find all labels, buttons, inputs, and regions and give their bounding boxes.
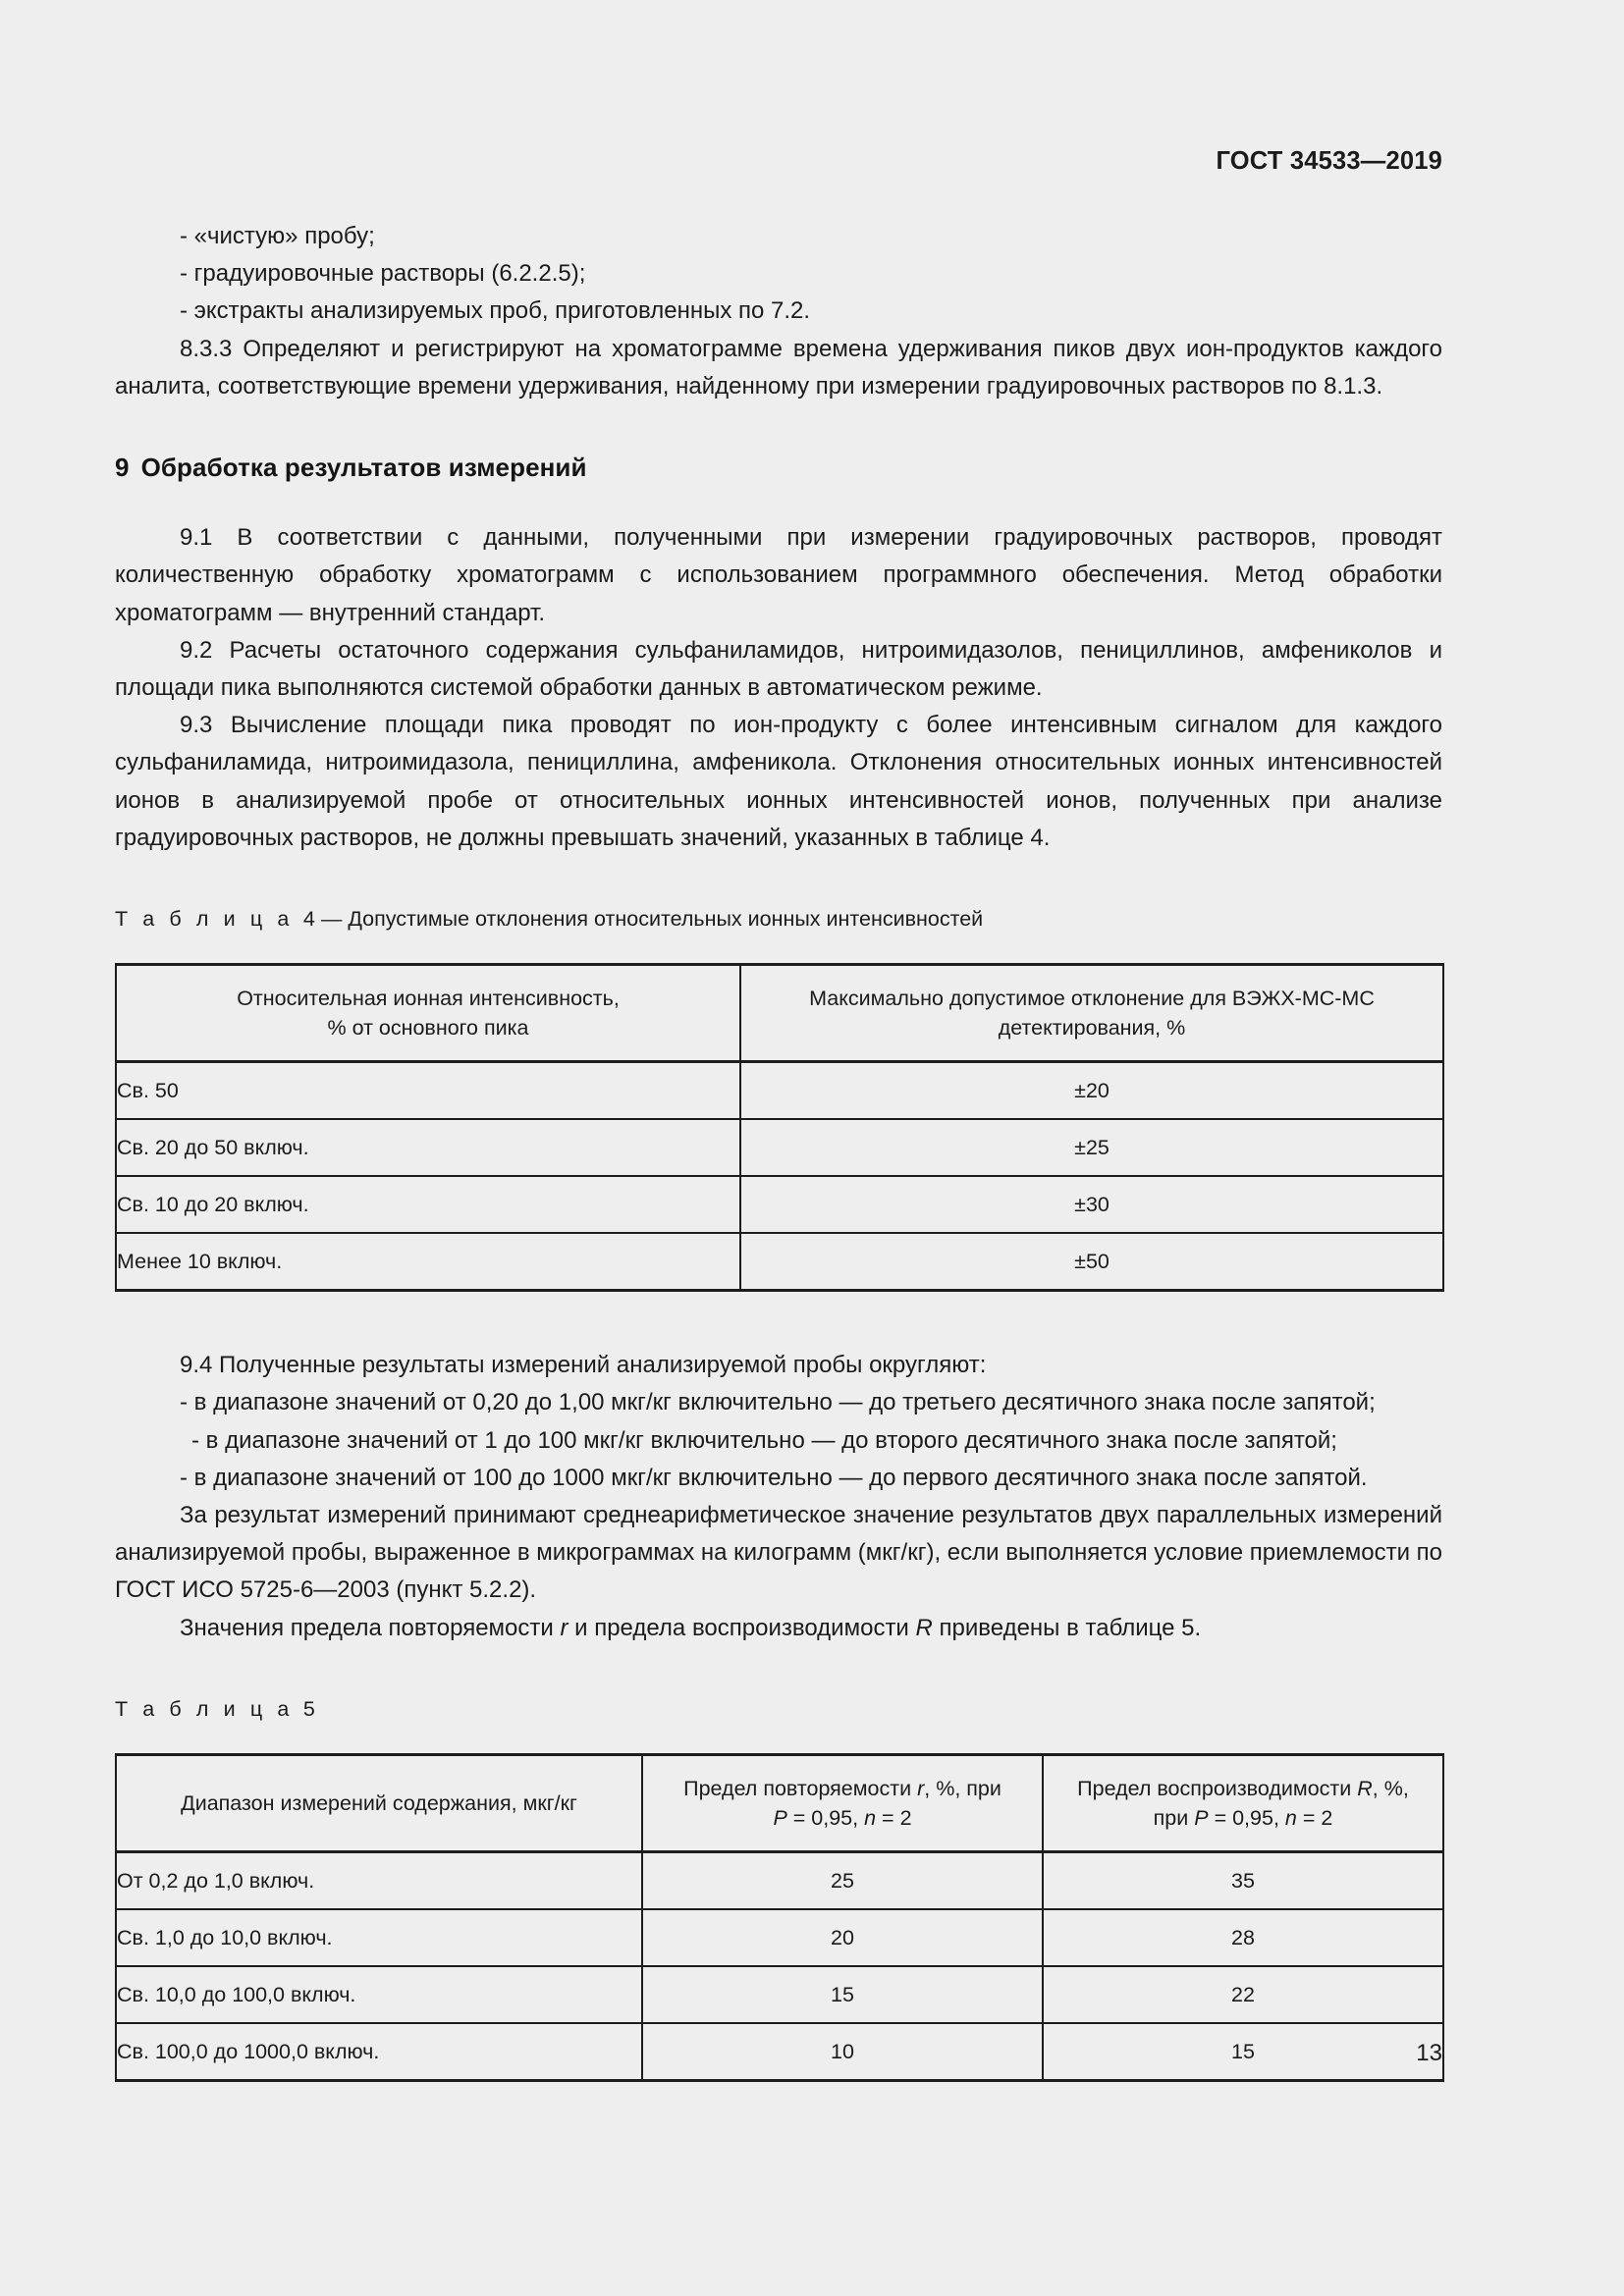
table-5-cell-range: Св. 100,0 до 1000,0 включ. — [116, 2023, 642, 2081]
table-5-cell-range: От 0,2 до 1,0 включ. — [116, 1852, 642, 1910]
table-4-header-intensity — [116, 965, 740, 1062]
table-5-cell-repeatability: 20 — [642, 1909, 1043, 1966]
table-row — [116, 1909, 1443, 1966]
bullet-clean-sample: - «чистую» пробу; — [180, 223, 375, 249]
section-9-number: 9 — [115, 453, 130, 483]
table-5-caption-word: Т а б л и ц а — [115, 1696, 294, 1721]
table-row — [116, 1233, 1443, 1291]
table-4-cell-range: Св. 10 до 20 включ. — [116, 1176, 740, 1233]
table-5-header-repeatability-line2-a: = 0,95, — [786, 1806, 865, 1831]
page-body — [115, 218, 1442, 2082]
paragraph-8-3-3: 8.3.3 Определяют и регистрируют на хроматограмме времена удерживания пиков двух ион-продуктов каждого аналита, соответствующие времени удерживания, найденному при измерении градуировочных растворов по 8.1.3. — [115, 335, 1442, 400]
table-4-cell-range: Менее 10 включ. — [116, 1233, 740, 1291]
table-5-cell-repeatability: 10 — [642, 2023, 1043, 2081]
table-5 — [115, 1753, 1444, 2082]
limits-text-suffix: приведены в таблице 5. — [932, 1614, 1202, 1641]
page-header-standard-number: ГОСТ 34533—2019 — [1216, 147, 1442, 175]
limits-text-prefix: Значения предела повторяемости — [180, 1614, 561, 1641]
table-row — [116, 1176, 1443, 1233]
table-4-caption-word: Т а б л и ц а — [115, 907, 294, 932]
table-5-cell-reproducibility: 35 — [1043, 1852, 1443, 1910]
symbol-r-italic: r — [917, 1777, 925, 1801]
table-4-caption-dash: — — [320, 907, 343, 932]
symbol-n-italic: n — [1284, 1806, 1297, 1831]
table-4-cell-range: Св. 50 — [116, 1062, 740, 1120]
bullet-sample-extracts: - экстракты анализируемых проб, приготовленных по 7.2. — [180, 297, 811, 325]
table-5-caption-number: 5 — [302, 1696, 315, 1721]
paragraph-repeatability-reference — [115, 1610, 1442, 1647]
bullet-rounding-range-3: - в диапазоне значений от 100 до 1000 мкг/кг включительно — до первого десятичного знака после запятой. — [180, 1464, 1368, 1491]
table-4-header-deviation-line1: Максимально допустимое отклонение для ВЭЖХ-МС-МС — [809, 987, 1375, 1011]
table-5-header-reproducibility-line2-b: = 2 — [1296, 1806, 1333, 1831]
table-5-caption — [115, 1690, 1442, 1728]
table-4-cell-deviation: ±30 — [740, 1176, 1443, 1233]
table-5-header-repeatability-line2-b: = 2 — [876, 1806, 912, 1831]
paragraph-9-4: 9.4 Полученные результаты измерений анализируемой пробы округляют: — [180, 1352, 987, 1379]
table-4-cell-range: Св. 20 до 50 включ. — [116, 1119, 740, 1176]
table-4-caption — [115, 900, 1442, 937]
table-5-header-reproducibility-line2-a: = 0,95, — [1208, 1806, 1285, 1831]
symbol-n-italic: n — [864, 1806, 877, 1831]
symbol-R-italic: R — [915, 1614, 933, 1641]
table-5-cell-reproducibility: 15 — [1043, 2023, 1443, 2081]
limits-text-mid: и предела воспроизводимости — [568, 1614, 916, 1641]
bullet-calibration-solutions: - градуировочные растворы (6.2.2.5); — [180, 260, 586, 288]
table-row — [116, 1852, 1443, 1910]
table-4-cell-deviation: ±20 — [740, 1062, 1443, 1120]
table-4-header-intensity-line1: Относительная ионная интенсивность, — [237, 987, 620, 1011]
table-4-caption-number: 4 — [302, 907, 315, 932]
symbol-R-italic: R — [1357, 1777, 1373, 1801]
paragraph-9-2: 9.2 Расчеты остаточного содержания сульфаниламидов, нитроимидазолов, пенициллинов, амфениколов и площади пика выполняются системой обработки данных в автоматическом режиме. — [115, 636, 1442, 702]
table-row — [116, 1062, 1443, 1120]
table-5-header-range-text: Диапазон измерений содержания, мкг/кг — [181, 1791, 577, 1816]
symbol-P-italic: P — [773, 1806, 787, 1831]
table-4-cell-deviation: ±25 — [740, 1119, 1443, 1176]
table-4-header-intensity-line2: % от основного пика — [327, 1016, 529, 1041]
page-number: 13 — [1416, 2040, 1442, 2066]
section-9-title-text: Обработка результатов измерений — [140, 453, 587, 483]
section-9-heading — [115, 449, 1442, 486]
table-5-header-row — [116, 1755, 1443, 1852]
table-4-cell-deviation: ±50 — [740, 1233, 1443, 1291]
symbol-P-italic: P — [1194, 1806, 1209, 1831]
paragraph-9-1: 9.1 В соответствии с данными, полученными при измерении градуировочных растворов, проводят количественную обработку хроматограмм с использованием программного обеспечения. Метод обработки хроматограмм — внутренний стандарт. — [115, 524, 1442, 626]
table-row — [116, 1119, 1443, 1176]
table-5-cell-reproducibility: 22 — [1043, 1966, 1443, 2023]
symbol-r-italic: r — [560, 1614, 568, 1641]
table-4-header-row — [116, 965, 1443, 1062]
table-5-cell-repeatability: 25 — [642, 1852, 1043, 1910]
table-5-cell-range: Св. 10,0 до 100,0 включ. — [116, 1966, 642, 2023]
table-row — [116, 2023, 1443, 2081]
table-5-header-reproducibility-line1-b: , %, — [1372, 1777, 1409, 1801]
bullet-rounding-range-2: - в диапазоне значений от 1 до 100 мкг/кг включительно — до второго десятичного знака после запятой; — [191, 1426, 1337, 1454]
table-5-cell-reproducibility: 28 — [1043, 1909, 1443, 1966]
table-5-cell-repeatability: 15 — [642, 1966, 1043, 2023]
paragraph-9-3: 9.3 Вычисление площади пика проводят по ион-продукту с более интенсивным сигналом для каждого сульфаниламида, нитроимидазола, пенициллина, амфеникола. Отклонения относительных ионных интенсивностей ионов в анализируемой пробе от относительных ионных интенсивностей ионов, полученных при анализе градуировочных растворов, не должны превышать значений, указанных в таблице 4. — [115, 712, 1442, 851]
table-row — [116, 1966, 1443, 2023]
paragraph-average-result: За результат измерений принимают среднеарифметическое значение результатов двух параллельных измерений анализируемой пробы, выраженное в микрограммах на килограмм (мкг/кг), если выполняется условие приемлемости по ГОСТ ИСО 5725-6—2003 (пункт 5.2.2). — [115, 1502, 1442, 1604]
table-5-header-reproducibility-line1-a: Предел воспроизводимости — [1077, 1777, 1358, 1801]
table-5-header-repeatability-line1-a: Предел повторяемости — [683, 1777, 918, 1801]
table-4-header-deviation-line2: детектирования, % — [998, 1016, 1186, 1041]
table-5-header-reproducibility — [1043, 1755, 1443, 1852]
bullet-rounding-range-1: - в диапазоне значений от 0,20 до 1,00 мкг/кг включительно — до третьего десятичного знака после запятой; — [180, 1389, 1376, 1416]
table-5-header-range — [116, 1755, 642, 1852]
table-4 — [115, 963, 1444, 1292]
table-5-header-reproducibility-line2-pre: при — [1153, 1806, 1195, 1831]
table-5-header-repeatability-line1-b: , %, при — [924, 1777, 1001, 1801]
table-4-header-deviation — [740, 965, 1443, 1062]
table-5-cell-range: Св. 1,0 до 10,0 включ. — [116, 1909, 642, 1966]
table-4-caption-text: Допустимые отклонения относительных ионных интенсивностей — [348, 907, 984, 932]
table-5-header-repeatability — [642, 1755, 1043, 1852]
